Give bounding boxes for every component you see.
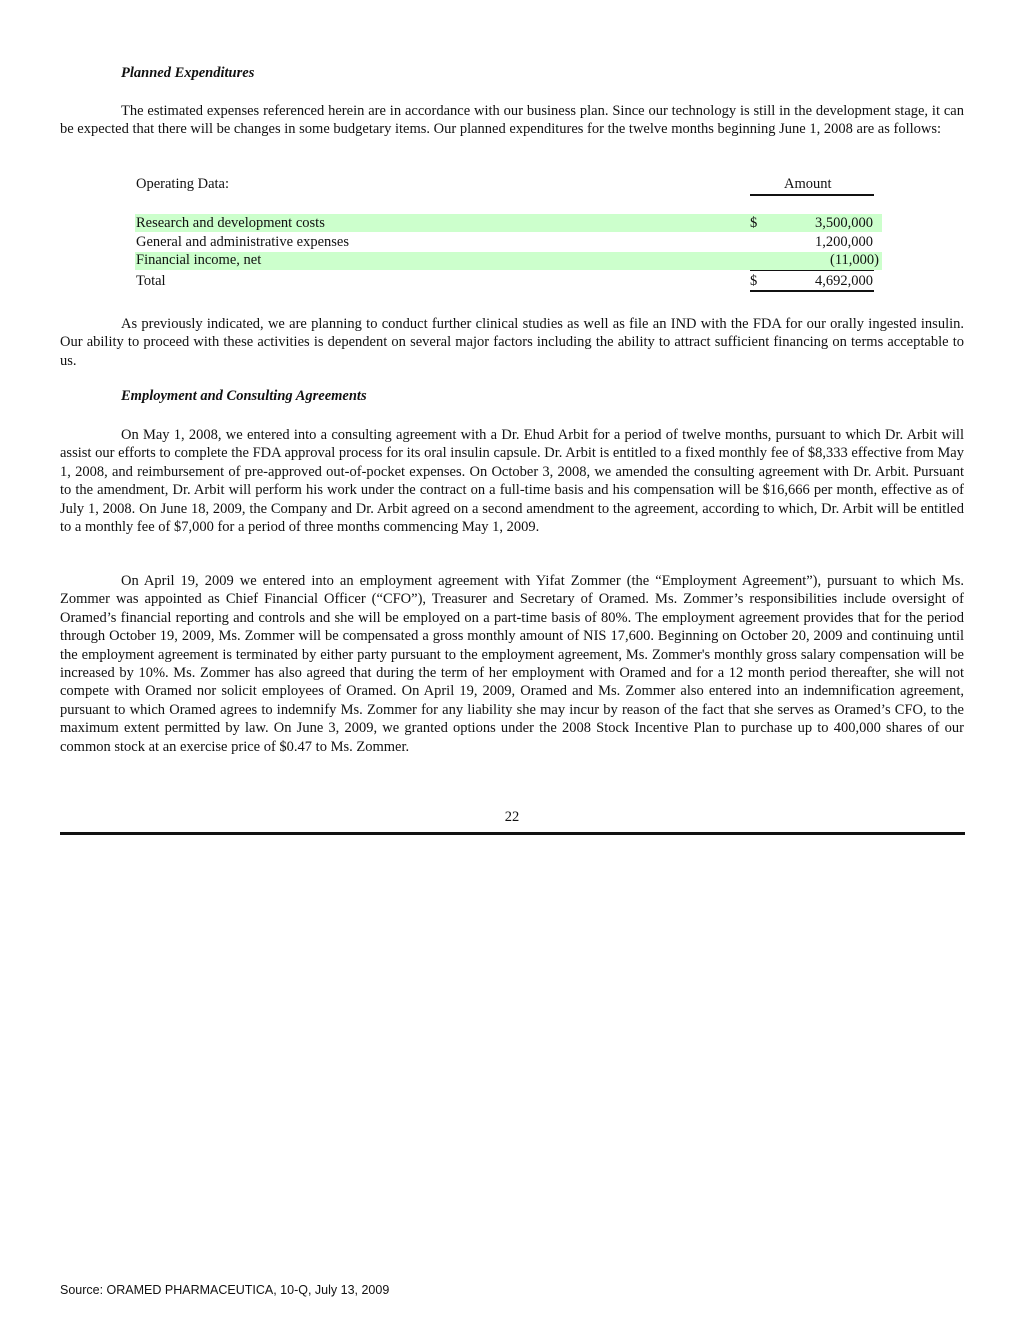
- employment-agreement-paragraph: On April 19, 2009 we entered into an employment agreement with Yifat Zommer (the “Employment Agreement”), pursuant to which Ms. Zommer was appointed as Chief Financial Officer (“CFO”), Treasurer and Secretary of Oramed. Ms. Zommer’s responsibilities include oversight of Oramed’s financial reporting and controls and she will be employed on a part-time basis of 80%. The employment agreement provides that for the period through October 19, 2009, Ms. Zommer will be compensated a gross monthly amount of NIS 17,600. Beginning on October 20, 2009 and continuing until the employment agreement is terminated by either party pursuant to the employment agreement, Ms. Zommer's monthly gross salary compensation will be increased by 10%. Ms. Zommer has also agreed that during the term of her employment with Oramed and for a 12 month period thereafter, she will not compete with Oramed nor solicit employees of Oramed. On April 19, 2009, Oramed and Ms. Zommer also entered into an indemnification agreement, pursuant to which Oramed agrees to indemnify Ms. Zommer for any liability she may incur by reason of the fact that she serves as Oramed’s CFO, to the maximum extent permitted by law. On June 3, 2009, we granted options under the 2008 Stock Incentive Plan to purchase up to 400,000 shares of our common stock at an exercise price of $0.47 to Ms. Zommer.: [60, 573, 964, 755]
- total-label: Total: [136, 273, 166, 289]
- employment-heading: Employment and Consulting Agreements: [121, 388, 367, 404]
- total-amount: 4,692,000: [815, 273, 873, 289]
- page-number: 22: [504, 809, 520, 825]
- consulting-agreement-paragraph: On May 1, 2008, we entered into a consulting agreement with a Dr. Ehud Arbit for a period of twelve months, pursuant to which Dr. Arbit will assist our efforts to complete the FDA approval process for its oral insulin capsule. Dr. Arbit is entitled to a fixed monthly fee of $8,333 effective from May 1, 2008, and reimbursement of pre-approved out-of-pocket expenses. On October 3, 2008, we amended the consulting agreement with Dr. Arbit. Pursuant to the amendment, Dr. Arbit will perform his work under the contract on a full-time basis and his compensation will be $16,666 per month, effective as of July 1, 2008. On June 18, 2009, the Company and Dr. Arbit agreed on a second amendment to the agreement, according to which, Dr. Arbit will be entitled to a monthly fee of $7,000 for a period of three months commencing May 1, 2009.: [60, 427, 964, 536]
- row-label: General and administrative expenses: [136, 234, 349, 250]
- row-amount: (11,000): [830, 252, 879, 268]
- clinical-studies-paragraph: As previously indicated, we are planning to conduct further clinical studies as well as file an IND with the FDA for our orally ingested insulin. Our ability to proceed with these activities is dependent on several major factors including the ability to attract sufficient financing on terms acceptable to us.: [60, 316, 964, 369]
- total-rule: [750, 290, 874, 292]
- planned-expenditures-heading: Planned Expenditures: [121, 65, 255, 81]
- total-dollar-sign: $: [750, 273, 758, 289]
- table-amount-header: Amount: [784, 176, 832, 192]
- page-footer-rule: [60, 832, 965, 835]
- row-amount: 3,500,000: [815, 215, 873, 231]
- row-amount: 1,200,000: [815, 234, 873, 250]
- source-footer: Source: ORAMED PHARMACEUTICA, 10-Q, July 13, 2009: [60, 1283, 390, 1297]
- subtotal-rule: [750, 270, 874, 271]
- table-label-header: Operating Data:: [136, 176, 230, 192]
- planned-expenditures-intro: The estimated expenses referenced herein are in accordance with our business plan. Since our technology is still in the development stage, it can be expected that there will be changes in some budgetary items. Our planned expenditures for the twelve months beginning June 1, 2008 are as follows:: [60, 103, 964, 138]
- row-label: Financial income, net: [136, 252, 262, 268]
- amount-header-rule: [750, 194, 874, 196]
- row-dollar-sign: $: [750, 215, 758, 231]
- row-label: Research and development costs: [136, 215, 325, 231]
